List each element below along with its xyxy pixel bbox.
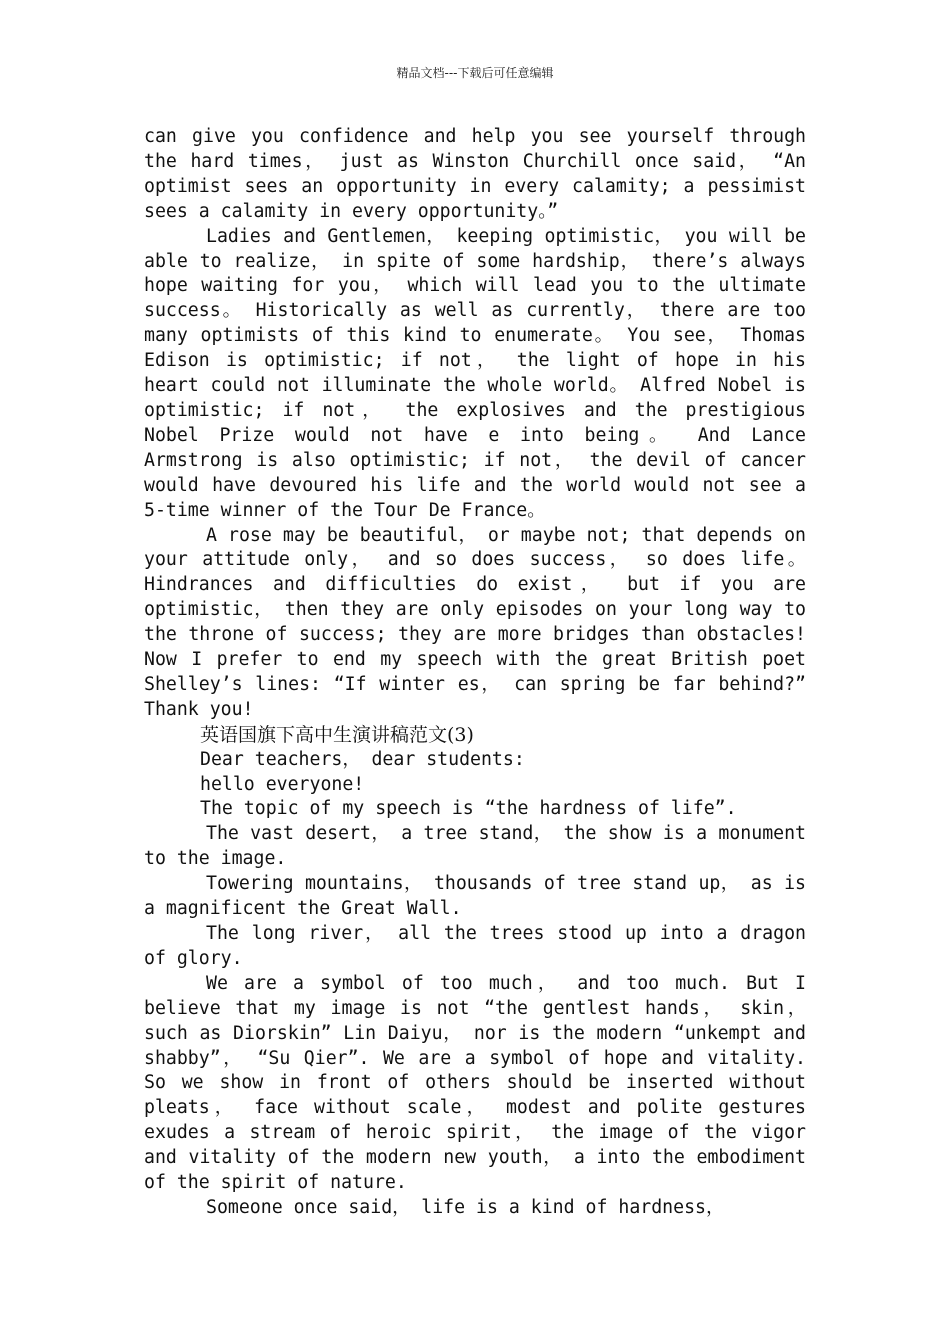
document-body xyxy=(144,125,806,1221)
paragraph: Ladies and Gentlemen， keeping optimistic， you will be able to realize， in spite of some hardship， there’s always hope waiting for you， which will lead you to the ultimate success。 Historically as well as currently， there are too many optimists of this kind to enumerate。 You see， Thomas Edison is optimistic; if not， the light of hope in his heart could not illuminate the whole world。 Alfred Nobel is optimistic; if not， the explosives and the prestigious Nobel Prize would not have e into being。 And Lance Armstrong is also optimistic; if not， the devil of cancer would have devoured his life and the world would not see a 5-time winner of the Tour De France。 xyxy=(144,225,806,521)
greeting: Dear teachers， dear students: xyxy=(200,748,525,770)
section-heading: 英语国旗下高中生演讲稿范文(3) xyxy=(200,723,474,746)
paragraph: Someone once said， life is a kind of hardness， xyxy=(206,1196,725,1218)
paragraph: The topic of my speech is “the hardness of life”. xyxy=(200,798,737,820)
paragraph: We are a symbol of too much， and too much. But I believe that my image is not “the gentlest hands， skin， such as Diorskin” Lin Daiyu， nor is the modern “unkempt and shabby”， “Su Qier”. We are a symbol of hope and vitality. So we show in front of others should be inserted without pleats， face without scale， modest and polite gestures exudes a stream of heroic spirit， the image of the vigor and vitality of the modern new youth， a into the embodiment of the spirit of nature. xyxy=(144,972,806,1194)
paragraph: Towering mountains， thousands of tree stand up， as is a magnificent the Great Wall. xyxy=(144,873,806,920)
paragraph: The long river， all the trees stood up into a dragon of glory. xyxy=(144,923,806,969)
paragraph: A rose may be beautiful， or maybe not; that depends on your attitude only， and so does success， so does life。 Hindrances and difficulties do exist， but if you are optimistic， then they are only episodes on your long way to the throne of success; they are more bridges than obstacles! Now I prefer to end my speech with the great British poet Shelley’s lines: “If winter es， can spring be far behind?” Thank you! xyxy=(144,524,806,720)
greeting: hello everyone! xyxy=(200,773,365,795)
paragraph: can give you confidence and help you see yourself through the hard times， just as Winston Churchill once said， “An optimist sees an opportunity in every calamity; a pessimist sees a calamity in every opportunity。” xyxy=(144,126,806,222)
paragraph: The vast desert， a tree stand， the show is a monument to the image. xyxy=(144,823,806,870)
page-header: 精品文档---下载后可任意编辑 xyxy=(396,66,554,80)
